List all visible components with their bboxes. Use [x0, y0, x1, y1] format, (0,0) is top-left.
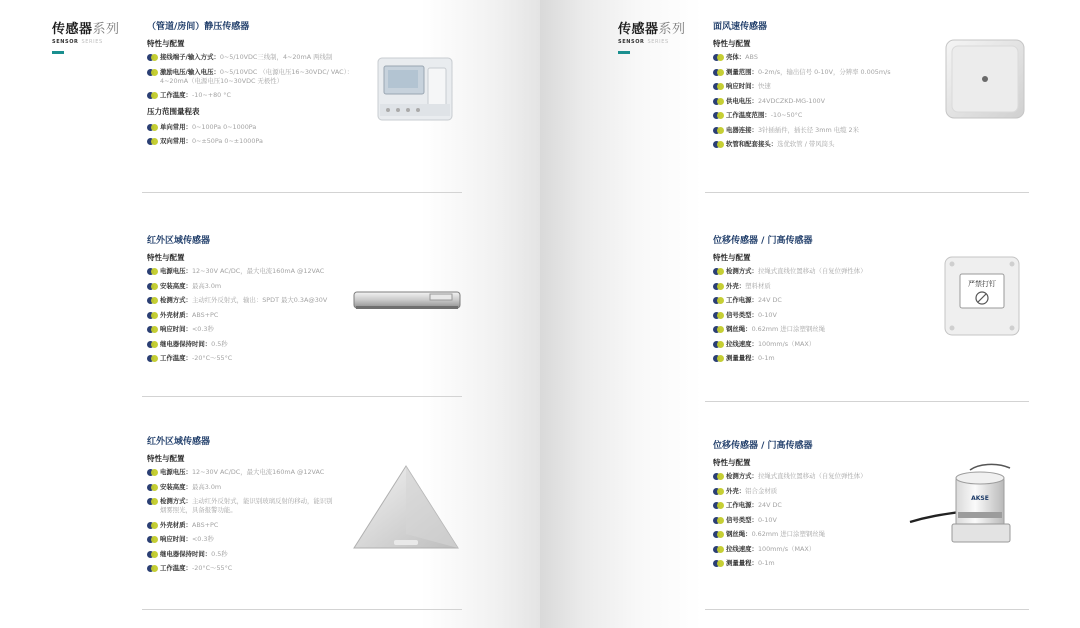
spec-value: 12~30V AC/DC，最大电流160mA @12VAC — [191, 267, 325, 275]
brand-sub-bold: SENSOR — [52, 39, 79, 45]
spec-value: 塑料材质 — [745, 281, 771, 290]
spec-item — [713, 354, 1023, 363]
section-title: （管道/房间）静压传感器 — [147, 22, 250, 32]
bullet-dot-icon — [147, 283, 158, 290]
spec-key: 电源电压： — [160, 267, 192, 275]
brand-accent-bar — [618, 51, 630, 54]
spec-value: ABS — [745, 53, 758, 61]
brand-subtitle — [52, 39, 120, 45]
spec-item — [147, 354, 457, 363]
spec-item — [147, 497, 347, 515]
spec-value: -10~50°C — [770, 111, 803, 119]
spec-key: 工作电源： — [726, 501, 758, 509]
spec-item — [147, 137, 457, 146]
spec-key: 检测方式： — [160, 296, 192, 304]
bullet-dot-icon — [713, 531, 724, 538]
bullet-dot-icon — [713, 312, 724, 319]
divider — [142, 192, 462, 193]
bullet-dot-icon — [713, 98, 724, 105]
brand-header — [618, 18, 686, 54]
spec-key: 外壳材质： — [160, 520, 192, 529]
spec-key: 拉线速度： — [726, 339, 758, 348]
spec-key: 钢丝绳： — [726, 530, 752, 538]
spec-value: 0-10V — [757, 310, 777, 319]
spec-item — [147, 468, 347, 477]
bullet-dot-icon — [147, 326, 158, 333]
spec-key: 外壳： — [726, 486, 746, 495]
bullet-dot-icon — [147, 469, 158, 476]
brand-title-bold: 传感器 — [618, 22, 659, 37]
spec-value: <0.3秒 — [191, 535, 214, 543]
spec-value: -10~+80 °C — [191, 91, 231, 99]
brand-sub-light: SERIES — [647, 39, 669, 45]
spec-value: 100mm/s（MAX） — [757, 544, 816, 553]
spec-value: 快速 — [757, 82, 771, 90]
spec-value: 0~5/10VDC三线制，4~20mA 两线制 — [219, 53, 333, 61]
spec-key: 响应时间： — [726, 82, 758, 90]
spec-key: 供电电压： — [726, 96, 758, 105]
displacement-cylinder-sensor-image — [900, 462, 1030, 556]
bullet-dot-icon — [147, 92, 158, 99]
spec-value: 铝合金材质 — [745, 486, 778, 495]
brand-subtitle — [618, 39, 686, 45]
brand-title-light: 系列 — [658, 22, 686, 37]
spec-value: 0-2m/s，输出信号 0-10V，分辨率 0.005m/s — [757, 67, 891, 76]
spec-value: 拉绳式直线位置移动（自复位弹性体） — [757, 472, 867, 480]
spec-value: 主动红外反射式，输出：SPDT 最大0.3A@30V — [191, 296, 328, 304]
divider — [705, 192, 1029, 193]
bullet-dot-icon — [713, 473, 724, 480]
bullet-dot-icon — [147, 268, 158, 275]
bullet-dot-icon — [147, 484, 158, 491]
spec-item — [713, 126, 1023, 135]
spec-list — [147, 468, 347, 573]
spec-key: 继电器保持时间： — [160, 339, 212, 348]
section-title: 面风速传感器 — [713, 22, 768, 32]
bullet-dot-icon — [713, 297, 724, 304]
bullet-dot-icon — [713, 83, 724, 90]
brand-sub-bold: SENSOR — [618, 39, 645, 45]
section-subtitle: 特性与配置 — [713, 39, 751, 48]
spec-value: 0.5秒 — [211, 339, 228, 348]
spec-value: 0-1m — [757, 354, 775, 362]
spec-key: 检测方式： — [726, 472, 758, 480]
spec-key: 外壳材质： — [160, 310, 192, 319]
spec-key: 安装高度： — [160, 281, 192, 290]
spec-key: 工作温度： — [160, 564, 192, 572]
spec-value: 0.62mm 进口涂塑钢丝绳 — [751, 325, 826, 333]
bullet-dot-icon — [713, 268, 724, 275]
spec-item — [147, 550, 347, 559]
section-title: 红外区域传感器 — [147, 437, 211, 447]
spec-key: 电器连接： — [726, 125, 758, 134]
brand-accent-bar — [52, 51, 64, 54]
spec-value: 100mm/s（MAX） — [757, 339, 816, 348]
spec-item — [713, 340, 1023, 349]
face-velocity-sensor-image — [944, 38, 1026, 120]
spec-value: 选优软管 / 带风筒头 — [777, 140, 835, 148]
bullet-dot-icon — [147, 536, 158, 543]
spec-key: 电源电压： — [160, 468, 192, 476]
spec-item — [147, 564, 347, 573]
spec-key: 信号类型： — [726, 310, 758, 319]
divider — [705, 401, 1029, 402]
bullet-dot-icon — [713, 488, 724, 495]
product-brand-text: AKSE — [971, 495, 989, 502]
spec-value: 0~5/10VDC （电源电压16~30VDC/ VAC）：4~20mA（电源电压10~30VDC 无极性） — [160, 67, 354, 85]
section-subtitle: 特性与配置 — [147, 39, 185, 48]
spec-value: 24V DC — [757, 501, 782, 509]
spec-value: 0-1m — [757, 559, 775, 567]
spec-key: 接线端子/输入方式： — [160, 53, 220, 61]
spec-value: 0~±50Pa 0~±1000Pa — [191, 137, 263, 145]
spec-value: 拉绳式直线位置移动（自复位弹性体） — [757, 267, 867, 275]
spec-item — [713, 559, 1023, 568]
bullet-dot-icon — [147, 297, 158, 304]
spec-key: 安装高度： — [160, 482, 192, 491]
spec-value: 最高3.0m — [191, 482, 222, 491]
spec-value: <0.3秒 — [191, 325, 214, 333]
spec-key: 检测方式： — [160, 497, 192, 505]
spec-key: 钢丝绳： — [726, 325, 752, 333]
brand-sub-light: SERIES — [81, 39, 103, 45]
infrared-triangle-sensor-image — [350, 462, 462, 554]
brand-title — [618, 18, 686, 37]
bullet-dot-icon — [147, 522, 158, 529]
spec-value: 0-10V — [757, 515, 777, 524]
spec-key: 软管和配套接头： — [726, 140, 778, 148]
divider — [142, 396, 462, 397]
spec-value: 0.62mm 进口涂塑钢丝绳 — [751, 530, 826, 538]
spec-value: 0~100Pa 0~1000Pa — [191, 122, 257, 131]
brand-header — [52, 18, 120, 54]
bullet-dot-icon — [147, 138, 158, 145]
bullet-dot-icon — [713, 283, 724, 290]
bullet-dot-icon — [147, 498, 158, 505]
spec-item — [147, 535, 347, 544]
bullet-dot-icon — [147, 565, 158, 572]
section-subtitle: 特性与配置 — [713, 458, 751, 467]
bullet-dot-icon — [713, 546, 724, 553]
spec-key: 单向常用： — [160, 122, 192, 131]
bullet-dot-icon — [147, 69, 158, 76]
brand-title-light: 系列 — [92, 22, 120, 37]
right-page — [540, 0, 1080, 628]
spec-item — [147, 521, 347, 530]
spec-value: 24V DC — [757, 296, 782, 304]
bullet-dot-icon — [713, 326, 724, 333]
spec-value: -20°C～55°C — [191, 354, 233, 362]
bullet-dot-icon — [147, 312, 158, 319]
spec-item — [147, 340, 457, 349]
brand-title — [52, 18, 120, 37]
section-infrared-2 — [147, 434, 347, 579]
bullet-dot-icon — [713, 517, 724, 524]
displacement-box-sensor-image — [942, 254, 1022, 338]
spec-key: 拉线速度： — [726, 544, 758, 553]
bullet-dot-icon — [713, 341, 724, 348]
bullet-dot-icon — [713, 127, 724, 134]
spec-item — [147, 325, 457, 334]
spec-value: -20°C～55°C — [191, 564, 233, 572]
spec-key: 继电器保持时间： — [160, 549, 212, 558]
divider — [142, 609, 462, 610]
infrared-bar-sensor-image — [352, 286, 462, 316]
spec-key: 响应时间： — [160, 535, 192, 543]
spec-key: 工作温度范围： — [726, 111, 771, 119]
spec-key: 工作电源： — [726, 296, 758, 304]
divider — [705, 609, 1029, 610]
brand-title-bold: 传感器 — [52, 22, 93, 37]
section-title: 位移传感器 / 门高传感器 — [713, 441, 813, 451]
spec-item — [147, 267, 457, 276]
spec-key: 响应时间： — [160, 325, 192, 333]
pressure-range-heading: 压力范围量程表 — [147, 106, 200, 116]
spec-key: 工作温度： — [160, 91, 192, 99]
spec-value: 3针插插件，插长径 3mm 电缆 2米 — [757, 125, 859, 134]
bullet-dot-icon — [713, 355, 724, 362]
spec-key: 双向常用： — [160, 137, 192, 145]
bullet-dot-icon — [713, 69, 724, 76]
warning-label-text: 严禁打钉 — [968, 280, 996, 288]
bullet-dot-icon — [713, 112, 724, 119]
spec-key: 工作温度： — [160, 354, 192, 362]
bullet-dot-icon — [147, 551, 158, 558]
section-subtitle: 特性与配置 — [147, 454, 185, 463]
spec-value: ABS+PC — [191, 310, 219, 319]
spec-value: 最高3.0m — [191, 281, 222, 290]
section-subtitle: 特性与配置 — [147, 253, 185, 262]
spec-key: 测量量程： — [726, 354, 758, 362]
bullet-dot-icon — [147, 341, 158, 348]
bullet-dot-icon — [713, 54, 724, 61]
spec-value: 24VDCZKD-MG-100V — [757, 96, 825, 105]
spec-value: 主动红外反射式，能识别玻璃反射的移动，能识别烟雾照光，具备报警功能。 — [160, 497, 333, 514]
static-pressure-sensor-image — [372, 48, 458, 128]
section-subtitle: 特性与配置 — [713, 253, 751, 262]
bullet-dot-icon — [147, 124, 158, 131]
spec-value: 12~30V AC/DC，最大电流160mA @12VAC — [191, 468, 325, 476]
spec-item — [147, 483, 347, 492]
spec-key: 检测方式： — [726, 267, 758, 275]
bullet-dot-icon — [713, 141, 724, 148]
spec-value: 0.5秒 — [211, 549, 228, 558]
spec-key: 外壳： — [726, 281, 746, 290]
bullet-dot-icon — [713, 502, 724, 509]
section-title: 位移传感器 / 门高传感器 — [713, 236, 813, 246]
spec-key: 信号类型： — [726, 515, 758, 524]
spec-item — [713, 140, 1023, 149]
spec-key: 测量量程： — [726, 559, 758, 567]
spec-value: ABS+PC — [191, 520, 219, 529]
spec-key: 壳体： — [726, 53, 746, 61]
spec-key: 激励电压/输入电压： — [160, 67, 220, 76]
spec-key: 测量范围： — [726, 67, 758, 76]
section-title: 红外区域传感器 — [147, 236, 211, 246]
bullet-dot-icon — [147, 355, 158, 362]
bullet-dot-icon — [713, 560, 724, 567]
bullet-dot-icon — [147, 54, 158, 61]
